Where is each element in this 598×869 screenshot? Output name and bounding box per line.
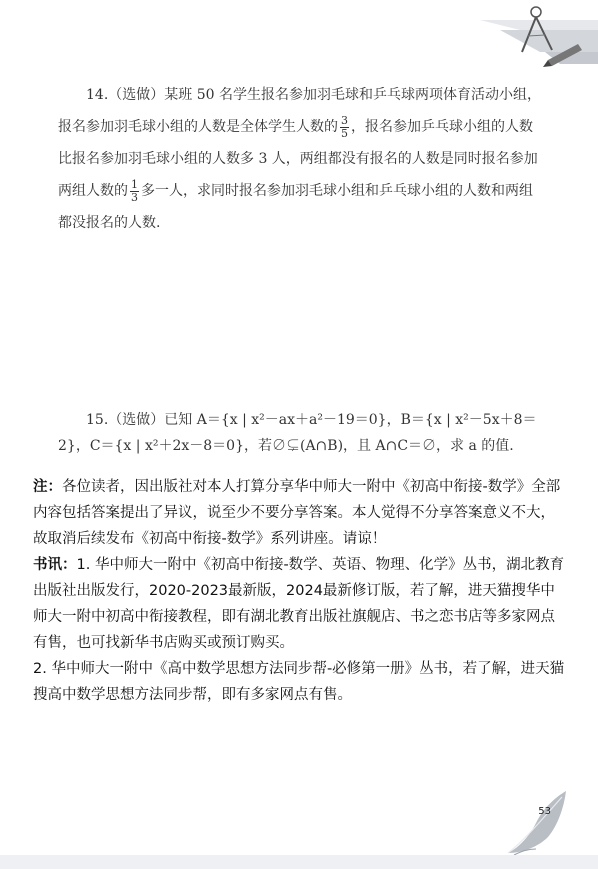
q14-text: ，报名参加乒乓球小组的人数 (351, 119, 533, 135)
question-15 (58, 407, 548, 459)
q14-line-1: 14.（选做）某班 50 名学生报名参加羽毛球和乒乓球两项体育活动小组， (86, 87, 541, 103)
note-label: 注： (33, 479, 62, 495)
page-number: 53 (538, 806, 551, 817)
book-news-paragraph-2: 2. 华中师大一附中《高中数学思想方法同步帮-必修第一册》丛书，若了解，进天猫搜高中数学思想方法同步帮，即有多家网点有售。 (33, 661, 565, 703)
q14-text: 报名参加羽毛球小组的人数是全体学生人数的 (58, 119, 338, 135)
q14-text: 两组人数的 (58, 183, 128, 199)
q14-line-3: 比报名参加羽毛球小组的人数多 3 人，两组都没有报名的人数是同时报名参加 (58, 151, 538, 167)
q15-line-1: 15.（选做）已知 A＝{x | x²－ax＋a²－19＝0}，B＝{x | x²－5x＋8＝ (86, 412, 537, 428)
fraction-one-third (130, 179, 139, 204)
note-paragraph (33, 474, 568, 552)
q15-line-2: 2}，C＝{x | x²＋2x－8＝0}，若∅⊊(A∩B)，且 A∩C＝∅，求 a 的值. (58, 438, 514, 454)
fraction-denominator: 3 (131, 190, 138, 204)
leaf-icon (500, 787, 570, 857)
fraction-three-fifths (340, 115, 349, 140)
header-decoration (0, 0, 598, 80)
reader-notice (33, 474, 568, 708)
q14-text: 多一人，求同时报名参加羽毛球小组和乒乓球小组的人数和两组 (141, 183, 533, 199)
book-news-text-1: 1. 华中师大一附中《初高中衔接-数学、英语、物理、化学》丛书，湖北教育出版社出版发行，2020-2023最新版，2024最新修订版，若了解，进天猫搜华中师大一附中初高中衔接教程，即有湖北教育出版社旗舰店、书之恋书店等多家网点有售，也可找新华书店购买或预订购买。 (33, 557, 565, 651)
footer-bar (0, 855, 598, 869)
q14-line-5: 都没报名的人数. (58, 215, 161, 231)
book-news-label: 书讯： (33, 557, 77, 573)
question-14 (58, 79, 548, 239)
q14-line-2 (58, 111, 548, 143)
fraction-numerator: 1 (131, 177, 138, 191)
note-text: 各位读者，因出版社对本人打算分享华中师大一附中《初高中衔接-数学》全部内容包括答案提出了异议，说至少不要分享答案。本人觉得不分享答案意义不大，故取消后续发布《初高中衔接-数学》系列讲座。请谅！ (33, 479, 561, 547)
book-news-paragraph-1 (33, 552, 568, 656)
q14-line-4 (58, 175, 548, 207)
fraction-denominator: 5 (341, 126, 348, 140)
fraction-numerator: 3 (341, 113, 348, 127)
